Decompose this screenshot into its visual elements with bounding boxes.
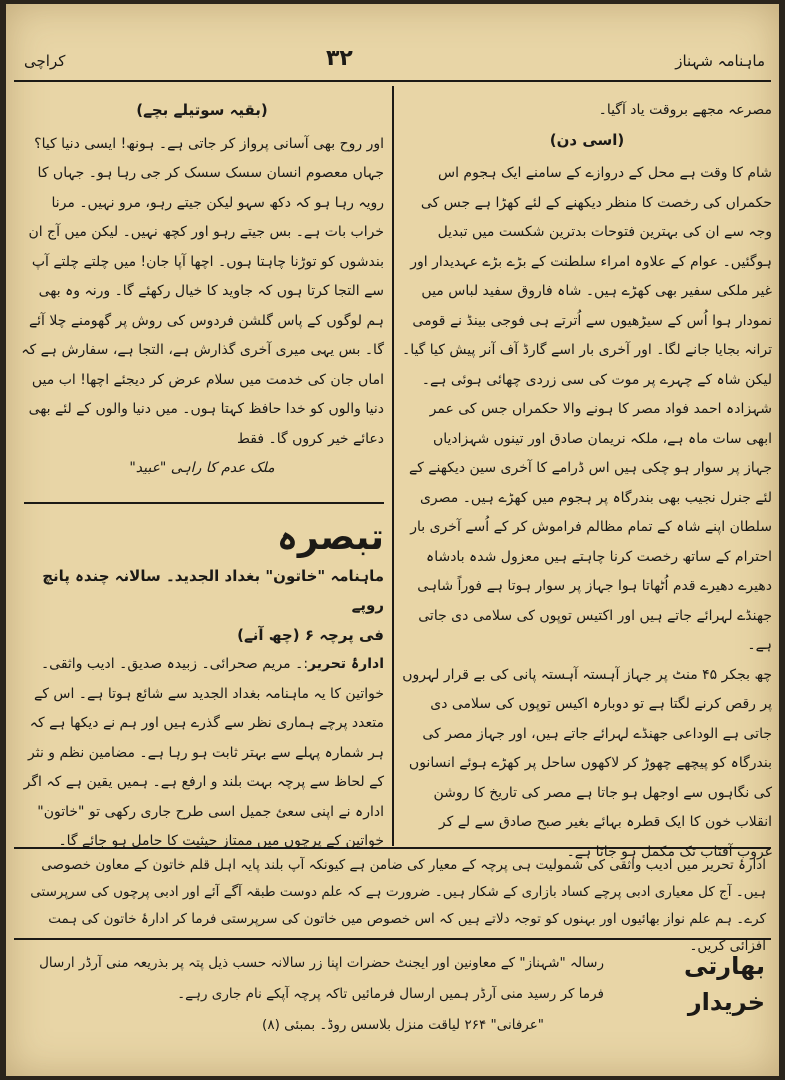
review-footnote: ادارۂ تحریر میں ادیب واثقی کی شمولیت ہی پرچہ کے معیار کی ضامن ہے کیونکہ آپ بلند پایہ اہل قلم خاتون کے معاون خصوصی ہیں۔ آج کل معیاری ادبی پرچے کساد بازاری کے شکار ہیں۔ ضرورت ہے کہ علم دوست طبقہ آگے آئے اور ادبی پرچوں کی سرپرستی کرے۔ ہم علم نواز بھائیوں اور بہنوں کو توجہ دلاتے ہیں کہ اس خصوص میں خاتون کی سرپرستی فرما کر ادارۂ خاتون کی ہمت افزائی کریں۔: [30, 857, 766, 954]
magazine-title: ماہنامہ شہناز: [675, 52, 765, 70]
review-body: خواتین کا یہ ماہنامہ بغداد الجدید سے شائع ہوتا ہے۔ اس کے متعدد پرچے ہماری نظر سے گذرے ہیں اور ہم نے دیکھا ہے کہ ہر شمارہ پہلے سے بہتر ثابت ہو رہا ہے۔ مضامین نظم و نثر کے لحاظ سے پرچہ بہت بلند و ارفع ہے۔ ہمیں یقین ہے کہ اگر ادارہ نے اپنی سعئ جمیل اسی طرح جاری رکھی تو "خاتون" خواتین کے پرچوں میں ممتاز حیثیت کا حامل ہو جائے گا۔: [23, 685, 384, 849]
review-board-label: ادارۂ تحریر: [308, 656, 384, 672]
notice-body: رسالہ "شہناز" کے معاونین اور ایجنٹ حضرات اپنا زر سالانہ حسب ذیل پتہ پر بذریعہ منی آرڈر ارسال فرما کر رسید منی آرڈر ہمیں ارسال فرمائیں تاکہ پرچہ آپکے نام جاری رہے۔: [39, 955, 604, 1002]
review-magazine: ماہنامہ "خاتون" بغداد الجدید۔ سالانہ چندہ پانچ روپے: [42, 566, 384, 614]
notice-body-block: [24, 948, 604, 1041]
review-title: تبصرہ: [276, 516, 384, 558]
left-column: [20, 96, 384, 857]
review-price: فی پرچہ ۶ (چھ آنے): [237, 625, 384, 644]
column-divider: [392, 86, 394, 846]
review-board-line: [20, 650, 384, 680]
magazine-page: [6, 4, 779, 1076]
notice-address: "عرفانی" ۲۶۴ لیاقت منزل بلاسس روڈ۔ بمبئی (۸): [262, 1017, 544, 1033]
right-column: [402, 96, 772, 867]
paragraph-2: شہزادہ احمد فواد مصر کا ہونے والا حکمراں جس کی عمر ابھی سات ماہ ہے، ملکہ نریمان صادق اور تینوں شہزادیاں جہاز پر سوار ہو چکی ہیں اس ڈرامے کا آخری سین دیکھنے کے لئے جنرل نجیب بھی بندرگاہ پر ہجوم میں کھڑے ہیں۔ مصری سلطان اپنے شاہ کے تمام مظالم فراموش کر کے اُسے آخری بار احترام کے ساتھ رخصت کرنا چاہتے ہیں معزول شدہ بادشاہ دھیرے دھیرے قدم اُٹھاتا ہوا جہاز پر سوار ہوتا ہے فوراً شاہی جھنڈے لہرائے جاتے ہیں اور اکتیس توپوں کی سلامی دی جاتی ہے۔: [408, 401, 772, 653]
review-board-names: :۔ مریم صحرائی۔ زبیدہ صدیق۔ ادیب واثقی۔: [40, 656, 309, 672]
header-city: کراچی: [24, 52, 66, 70]
section-heading: (اسی دن): [549, 130, 625, 149]
paragraph-1: شام کا وقت ہے محل کے دروازے کے سامنے ایک ہجوم اس حکمراں کی رخصت کا منظر دیکھنے کے لئے کھڑا ہے جس کی وجہ سے ان کی بہترین فتوحات بدترین شکست میں تبدیل ہوگئیں۔ عوام کے علاوہ امراء سلطنت کے بڑے بڑے عہدیدار اور غیر ملکی سفیر بھی کھڑے ہیں۔ شاہ فاروق سفید لباس میں نمودار ہوا اُس کے سیڑھیوں سے اُترتے ہی فوجی بینڈ نے قومی ترانہ بجایا جانے لگا۔ اور آخری بار اسے گارڈ آف آنر پیش کیا گیا۔ لیکن شاہ کے چہرے پر موت کی سی زردی چھائی ہوئی ہے۔: [401, 165, 772, 388]
notice-title: بھارتی خریدار: [684, 952, 765, 1016]
story-signature: ملک عدم کا راہی "عبید": [129, 460, 275, 476]
story-letter: اور روح بھی آسانی پرواز کر جاتی ہے۔ ہونھ! ایسی دنیا کیا؟ جہاں معصوم انسان سسک سسک کر جی رہا ہو۔ جہاں کا رویہ رہا ہو کہ دکھ سہو لیکن جیتے رہو، مرو نہیں۔ مرنا خراب بات ہے۔ بس جیتے رہو اور کچھ نہیں۔ لیکن میں آج ان بندشوں کو توڑنا چاہتا ہوں۔ اچھا آپا جان! میں چلتے چلتے آپ سے التجا کرتا ہوں کہ جاوید کا خیال رکھئے گا۔ ورنہ وہ بھی ہم لوگوں کے پاس گلشن فردوس کی روش پر گھومنے چلا آئے گا۔ بس یہی میری آخری گذارش ہے، التجا ہے، سفارش ہے کہ اماں جان کی خدمت میں سلام عرض کر دیجئے اچھا! اب میں دنیا والوں کو خدا حافظ کہتا ہوں۔ میں دنیا والوں کے لئے بھی دعائے خیر کروں گا۔ فقط: [21, 135, 384, 447]
intro-line: مصرعہ مجھے بروقت یاد آگیا۔: [598, 102, 772, 118]
paragraph-3: چھ بجکر ۴۵ منٹ پر جہاز آہستہ آہستہ پانی کی بے قرار لہروں پر رقص کرنے لگتا ہے تو دوبارہ اکیس توپوں کی سلامی دی جاتی ہے الوداعی جھنڈے لہرائے جاتے ہیں، اور جہاز مصر کی بندرگاہ کو پیچھے چھوڑ کر لاکھوں ساحل پر کھڑے ہوئے انسانوں کی نگاہوں سے اوجھل ہو جاتا ہے مصر کی تاریخ کا روشن انقلاب خون کا ایک قطرہ بہائے بغیر صبح صادق سے لے کر غروب آفتاب تک مکمل ہو جاتا ہے۔: [402, 666, 772, 860]
header-rule: [14, 80, 771, 82]
page-header: [6, 44, 779, 74]
story-heading: (بقیہ سوتیلے بچے): [136, 101, 268, 119]
page-number: ۳۲: [326, 46, 353, 71]
review-divider: [24, 502, 384, 504]
